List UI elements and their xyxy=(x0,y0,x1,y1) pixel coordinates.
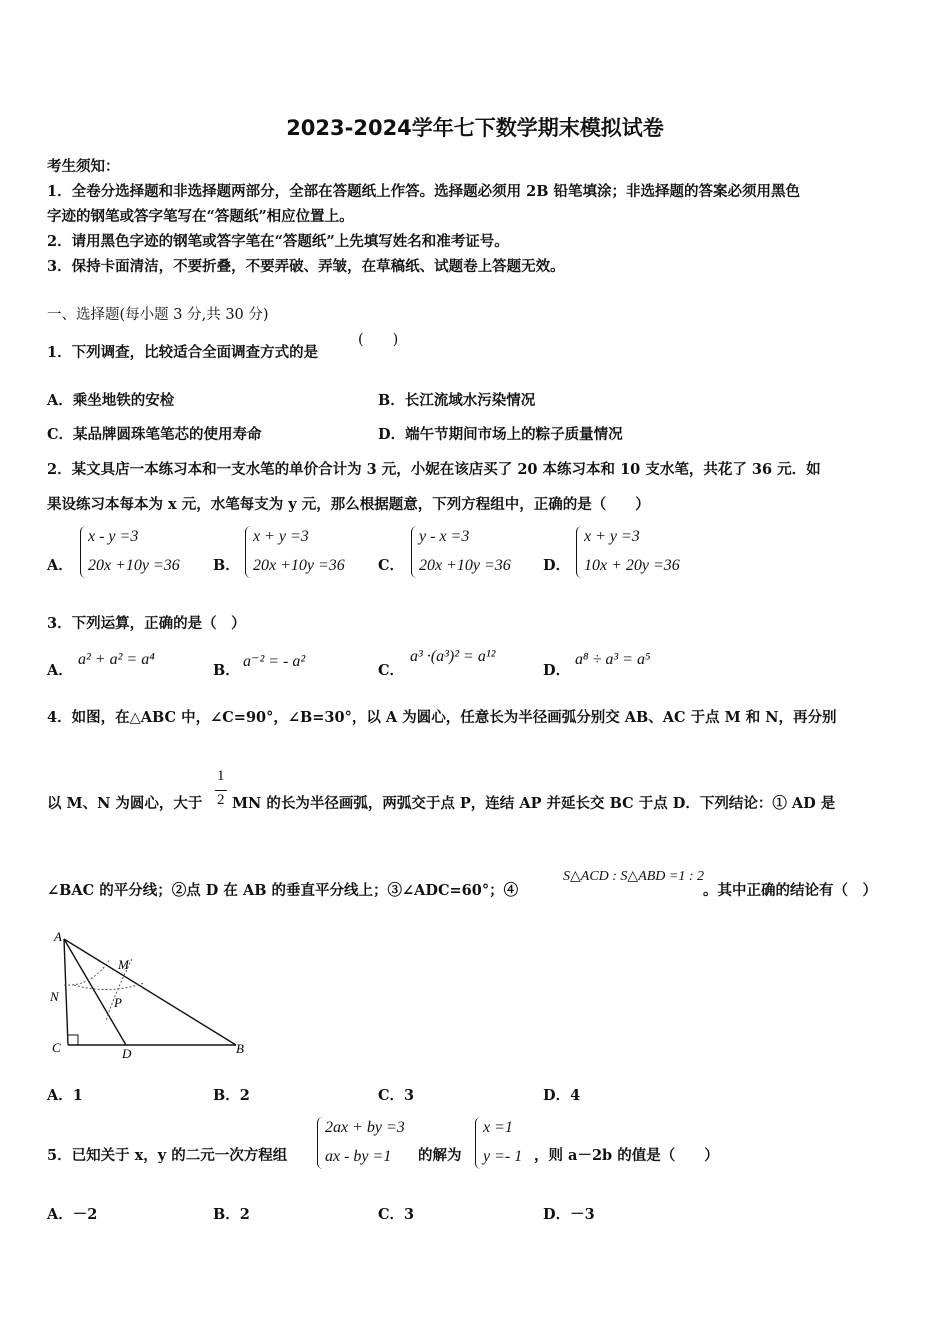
q2-b-brace xyxy=(245,526,252,578)
q5-sol2: y =- 1 xyxy=(483,1148,523,1165)
notice-line-3: 3．保持卡面清洁，不要折叠，不要弄破、弄皱，在草稿纸、试题卷上答题无效。 xyxy=(47,258,565,275)
q5-stem-b: 的解为 xyxy=(418,1147,462,1164)
q5-eq2: ax - by =1 xyxy=(325,1148,392,1165)
q3-d-expr: a⁸ ÷ a³ = a⁵ xyxy=(575,651,651,668)
side-ab xyxy=(64,939,236,1045)
q3-option-a-label: A． xyxy=(47,662,73,679)
q2-b-eq1: x + y =3 xyxy=(253,528,309,545)
q2-d-eq2: 10x + 20y =36 xyxy=(584,557,680,574)
q5-option-d: D．－3 xyxy=(543,1206,595,1223)
label-p: P xyxy=(114,995,122,1010)
q4-option-b: B．2 xyxy=(213,1087,250,1104)
q4-option-c: C．3 xyxy=(378,1087,415,1104)
q3-option-d-label: D． xyxy=(543,662,571,679)
arc-from-n xyxy=(74,983,144,990)
right-angle-mark xyxy=(68,1035,78,1045)
q3-a-expr: a² + a² = a⁴ xyxy=(78,651,155,668)
notice-line-2: 2．请用黑色字迹的钢笔或答字笔在“答题纸”上先填写姓名和准考证号。 xyxy=(47,233,509,250)
q3-stem: 3．下列运算，正确的是（ ） xyxy=(47,615,246,632)
q2-option-a-label: A． xyxy=(47,557,73,574)
q1-stem: 1．下列调查，比较适合全面调查方式的是 xyxy=(47,344,319,361)
label-c: C xyxy=(52,1040,61,1055)
notice-line-1a: 1．全卷分选择题和非选择题两部分，全部在答题纸上作答。选择题必须用 2B 铅笔填涂；非选择题的答案必须用黑色 xyxy=(47,183,801,200)
q2-a-eq2: 20x +10y =36 xyxy=(88,557,180,574)
q4-frac-den: 2 xyxy=(217,792,225,808)
q2-d-eq1: x + y =3 xyxy=(584,528,640,545)
q5-option-c: C．3 xyxy=(378,1206,415,1223)
label-m: M xyxy=(118,957,129,972)
q4-frac-num: 1 xyxy=(217,768,225,784)
q2-a-eq1: x - y =3 xyxy=(88,528,139,545)
label-a: A xyxy=(54,929,62,944)
q3-option-c-label: C． xyxy=(378,662,405,679)
q4-option-a: A．1 xyxy=(47,1087,83,1104)
q4-ratio: S△ACD : S△ABD =1 : 2 xyxy=(563,869,705,884)
q2-c-eq1: y - x =3 xyxy=(419,528,470,545)
q5-option-a: A．－2 xyxy=(47,1206,98,1223)
notice-heading: 考生须知： xyxy=(47,158,120,175)
q1-option-a: A．乘坐地铁的安检 xyxy=(47,392,175,409)
q4-triangle-figure xyxy=(44,925,254,1065)
q2-option-d-label: D． xyxy=(543,557,571,574)
q2-c-brace xyxy=(411,526,418,578)
q2-option-c-label: C． xyxy=(378,557,405,574)
q2-b-eq2: 20x +10y =36 xyxy=(253,557,345,574)
q4-frac-bar xyxy=(215,790,227,791)
q4-line-2b: MN 的长为半径画弧，两弧交于点 P，连结 AP 并延长交 BC 于点 D．下列结论：① AD 是 xyxy=(232,795,836,812)
q2-option-b-label: B． xyxy=(213,557,240,574)
q5-stem-c: ，则 a－2b 的值是（ ） xyxy=(534,1147,719,1164)
q3-b-expr: a⁻² = - a² xyxy=(243,653,306,670)
q5-system-brace xyxy=(317,1117,324,1169)
q1-option-b: B．长江流域水污染情况 xyxy=(378,392,536,409)
q2-line-1: 2．某文具店一本练习本和一支水笔的单价合计为 3 元，小妮在该店买了 20 本练习本和 10 支水笔，共花了 36 元．如 xyxy=(47,461,821,478)
q2-d-brace xyxy=(576,526,583,578)
q5-solution-brace xyxy=(475,1117,482,1169)
notice-line-1b: 字迹的钢笔或答字笔写在“答题纸”相应位置上。 xyxy=(47,208,354,225)
q2-c-eq2: 20x +10y =36 xyxy=(419,557,511,574)
q5-stem-a: 5．已知关于 x，y 的二元一次方程组 xyxy=(47,1147,288,1164)
q4-line-3a: ∠BAC 的平分线；②点 D 在 AB 的垂直平分线上；③∠ADC=60°；④ xyxy=(47,882,519,899)
page-title: 2023-2024学年七下数学期末模拟试卷 xyxy=(286,116,664,140)
q5-option-b: B．2 xyxy=(213,1206,250,1223)
q5-sol1: x =1 xyxy=(483,1119,513,1136)
label-n: N xyxy=(50,989,59,1004)
label-b: B xyxy=(236,1041,244,1056)
q3-c-expr: a³ ·(a³)² = a¹² xyxy=(410,648,496,665)
q3-option-b-label: B． xyxy=(213,662,240,679)
q4-line-1: 4．如图，在△ABC 中，∠C=90°，∠B=30°，以 A 为圆心，任意长为半径画弧分别交 AB、AC 于点 M 和 N，再分别 xyxy=(47,709,837,726)
q1-option-c: C．某品牌圆珠笔笔芯的使用寿命 xyxy=(47,426,262,443)
q4-line-2a: 以 M、N 为圆心，大于 xyxy=(47,795,203,812)
q5-eq1: 2ax + by =3 xyxy=(325,1119,405,1136)
q4-option-d: D．4 xyxy=(543,1087,581,1104)
q2-a-brace xyxy=(80,526,87,578)
q1-paren: ( ) xyxy=(358,332,399,348)
q2-line-2: 果设练习本每本为 x 元，水笔每支为 y 元，那么根据题意，下列方程组中，正确的是（ ） xyxy=(47,496,650,513)
side-ac xyxy=(64,939,68,1045)
q1-option-d: D．端午节期间市场上的粽子质量情况 xyxy=(378,426,623,443)
section-heading: 一、选择题(每小题 3 分,共 30 分) xyxy=(47,307,269,323)
label-d: D xyxy=(122,1046,132,1061)
q4-line-3b: 。其中正确的结论有（ ） xyxy=(703,882,877,899)
